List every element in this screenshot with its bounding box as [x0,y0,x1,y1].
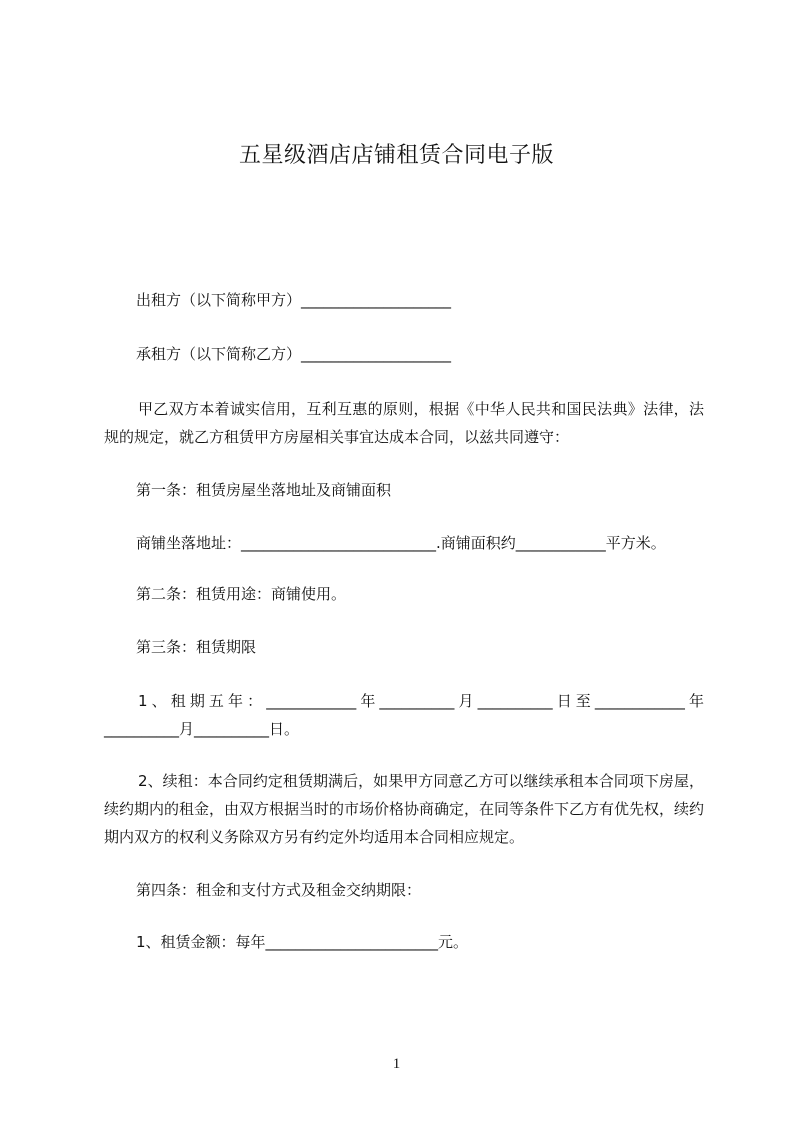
page-number: 1 [392,1056,401,1072]
preamble-paragraph: 甲乙双方本着诚实信用，互利互惠的原则，根据《中华人民共和国民法典》法律，法规的规定，就乙方租赁甲方房屋相关事宜达成本合同，以兹共同遵守： [104,400,704,446]
article-4-heading: 第四条：租金和支付方式及租金交纳期限： [136,881,422,899]
article-2-heading: 第二条：租赁用途：商铺使用。 [136,585,347,603]
document-title: 五星级酒店店铺租赁合同电子版 [238,143,554,168]
lessee-line: 承租方（以下简称乙方）____________________ [136,345,452,363]
term-clause: 1、租期五年：____________年__________月__________日至____________年__________月__________日。 [104,692,704,738]
lessor-line: 出租方（以下简称甲方）____________________ [136,291,452,309]
renewal-clause: 2、续租：本合同约定租赁期满后，如果甲方同意乙方可以继续承租本合同项下房屋，续约期内的租金，由双方根据当时的市场价格协商确定，在同等条件下乙方有优先权，续约期内双方的权利义务除双方另有约定外均适用本合同相应规定。 [104,772,705,846]
article-3-heading: 第三条：租赁期限 [136,638,257,656]
article-1-address-line: 商铺坐落地址：__________________________.商铺面积约____________平方米。 [136,534,666,552]
rent-amount-line: 1、租赁金额：每年_______________________元。 [136,933,469,951]
article-1-heading: 第一条：租赁房屋坐落地址及商铺面积 [136,481,392,499]
